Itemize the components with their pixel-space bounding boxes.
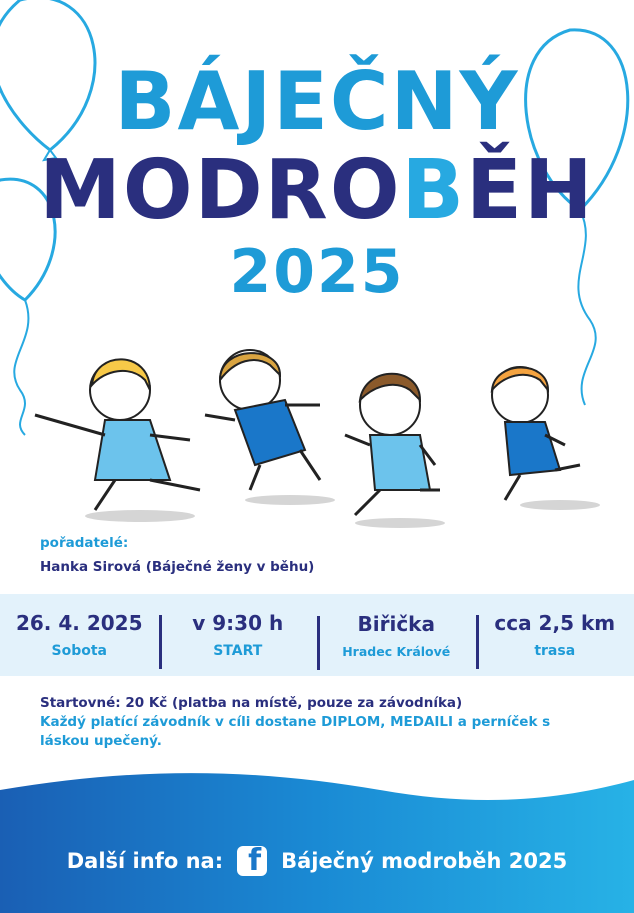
info-time <box>159 611 318 659</box>
info-date-value: 26. 4. 2025 <box>15 611 143 635</box>
facebook-page-name[interactable]: Báječný modroběh 2025 <box>281 849 568 873</box>
bottom-wave <box>0 760 634 913</box>
running-kids-illustration <box>20 340 620 530</box>
organizers-label: pořadatelé: <box>40 535 129 551</box>
info-place <box>317 612 476 659</box>
title-line-2-part-1: MODRO <box>39 143 402 238</box>
prize-info: Každý platící závodník v cíli dostane DIPLOM, MEDAILI a perníček s láskou upečený. <box>40 714 551 749</box>
kid-3 <box>345 374 440 515</box>
title-year: 2025 <box>229 237 405 307</box>
organizers-name: Hanka Sirová (Báječné ženy v běhu) <box>40 559 315 575</box>
kid-1 <box>35 359 200 510</box>
facebook-icon[interactable]: f <box>237 846 267 876</box>
info-time-value: v 9:30 h <box>192 611 284 635</box>
title-line-2-part-2: B <box>401 143 467 238</box>
poster-title <box>0 55 634 307</box>
info-band <box>0 594 634 676</box>
organizers <box>40 535 314 575</box>
info-date-day: Sobota <box>51 643 107 659</box>
kid-2 <box>205 350 320 490</box>
info-place-city: Hradec Králové <box>342 643 451 659</box>
footer <box>0 846 634 876</box>
title-line-2-part-3: ĚH <box>466 143 595 238</box>
info-distance-label: trasa <box>534 643 576 659</box>
fees-info <box>40 694 560 751</box>
footer-label: Další info na: <box>66 849 224 873</box>
title-line-2 <box>0 143 634 238</box>
info-distance-value: cca 2,5 km <box>494 611 616 635</box>
entry-fee: Startovné: 20 Kč (platba na místě, pouze za závodníka) <box>40 695 463 711</box>
title-line-1: BÁJEČNÝ <box>114 55 520 148</box>
info-place-value: Biřička <box>357 611 435 636</box>
info-time-label: START <box>213 643 263 659</box>
info-distance <box>476 611 634 659</box>
kid-4 <box>492 367 580 500</box>
info-date <box>0 611 159 659</box>
